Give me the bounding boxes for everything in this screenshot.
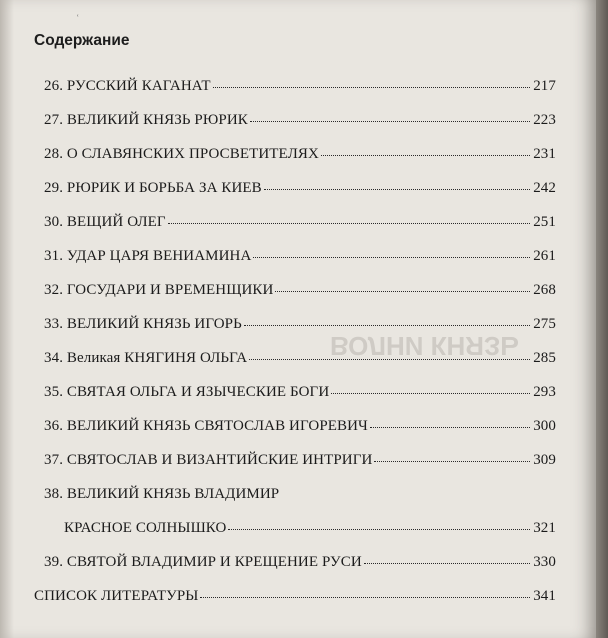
- toc-entry[interactable]: [44, 418, 556, 440]
- dot-leader: [213, 87, 531, 88]
- toc-entry-title: СПИСОК ЛИТЕРАТУРЫ: [34, 588, 199, 604]
- toc-entry[interactable]: [44, 214, 556, 236]
- toc-entry-page: 268: [533, 282, 556, 298]
- dot-leader: [275, 291, 530, 292]
- toc-entry-page: 242: [533, 180, 556, 196]
- toc-entry[interactable]: [44, 316, 556, 338]
- toc-entry-title: 26. РУССКИЙ КАГАНАТ: [44, 78, 211, 94]
- toc-entry-page: 321: [533, 520, 556, 536]
- toc-entry[interactable]: [44, 78, 556, 100]
- toc-entry[interactable]: [44, 384, 556, 406]
- toc-entry[interactable]: [44, 180, 556, 202]
- print-mark: ʿ: [76, 14, 80, 25]
- toc-entry-title: 33. ВЕЛИКИЙ КНЯЗЬ ИГОРЬ: [44, 316, 242, 332]
- toc-entry-title: 30. ВЕЩИЙ ОЛЕГ: [44, 214, 166, 230]
- toc-entry-page: 341: [533, 588, 556, 604]
- toc-entry-title: 39. СВЯТОЙ ВЛАДИМИР И КРЕЩЕНИЕ РУСИ: [44, 554, 362, 570]
- toc-entry-title-cont: КРАСНОЕ СОЛНЫШКО: [64, 520, 227, 536]
- toc-entry-title: 31. УДАР ЦАРЯ ВЕНИАМИНА: [44, 248, 252, 264]
- dot-leader: [249, 359, 530, 360]
- dot-leader: [264, 189, 530, 190]
- toc-entry[interactable]: [44, 146, 556, 168]
- toc-entry-page: 231: [533, 146, 556, 162]
- dot-leader: [364, 563, 530, 564]
- toc-entry-page: 223: [533, 112, 556, 128]
- page-title: Содержание: [34, 32, 130, 49]
- toc-entry[interactable]: [44, 350, 556, 372]
- toc-entry[interactable]: [44, 112, 556, 134]
- page-edge: [596, 0, 608, 638]
- dot-leader: [331, 393, 530, 394]
- toc-entry-title: 35. СВЯТАЯ ОЛЬГА И ЯЗЫЧЕСКИЕ БОГИ: [44, 384, 330, 400]
- toc-entry-title: 36. ВЕЛИКИЙ КНЯЗЬ СВЯТОСЛАВ ИГОРЕВИЧ: [44, 418, 368, 434]
- toc-entry-page: 261: [533, 248, 556, 264]
- toc-entry[interactable]: [44, 486, 279, 508]
- toc-entry-title: 37. СВЯТОСЛАВ И ВИЗАНТИЙСКИЕ ИНТРИГИ: [44, 452, 373, 468]
- dot-leader: [200, 597, 530, 598]
- toc-entry-title: 29. РЮРИК И БОРЬБА ЗА КИЕВ: [44, 180, 262, 196]
- dot-leader: [228, 529, 530, 530]
- toc-entry-title: 34. Великая КНЯГИНЯ ОЛЬГА: [44, 350, 248, 366]
- toc-entry[interactable]: [44, 282, 556, 304]
- toc-entry-page: 275: [533, 316, 556, 332]
- toc-entry-continuation[interactable]: [64, 520, 556, 542]
- toc-entry-title: 28. О СЛАВЯНСКИХ ПРОСВЕТИТЕЛЯХ: [44, 146, 319, 162]
- toc-entry-page: 330: [533, 554, 556, 570]
- toc-entry-page: 309: [533, 452, 556, 468]
- dot-leader: [244, 325, 530, 326]
- dot-leader: [321, 155, 530, 156]
- dot-leader: [374, 461, 530, 462]
- toc-entry-page: 293: [533, 384, 556, 400]
- toc-entry-page: 300: [533, 418, 556, 434]
- toc-entry-page: 217: [533, 78, 556, 94]
- toc-entry-title: 32. ГОСУДАРИ И ВРЕМЕНЩИКИ: [44, 282, 274, 298]
- dot-leader: [250, 121, 530, 122]
- dot-leader: [168, 223, 530, 224]
- toc-entry[interactable]: [44, 452, 556, 474]
- toc-entry-page: 285: [533, 350, 556, 366]
- dot-leader: [253, 257, 530, 258]
- toc-entry-page: 251: [533, 214, 556, 230]
- toc-entry[interactable]: [34, 588, 556, 610]
- toc-entry-title: 27. ВЕЛИКИЙ КНЯЗЬ РЮРИК: [44, 112, 248, 128]
- toc-entry[interactable]: [44, 248, 556, 270]
- dot-leader: [370, 427, 530, 428]
- show-through-text: ВОЛНИ КНЯЗЬ: [330, 331, 519, 361]
- toc-entry[interactable]: [44, 554, 556, 576]
- toc-entry-title: 38. ВЕЛИКИЙ КНЯЗЬ ВЛАДИМИР: [44, 486, 280, 502]
